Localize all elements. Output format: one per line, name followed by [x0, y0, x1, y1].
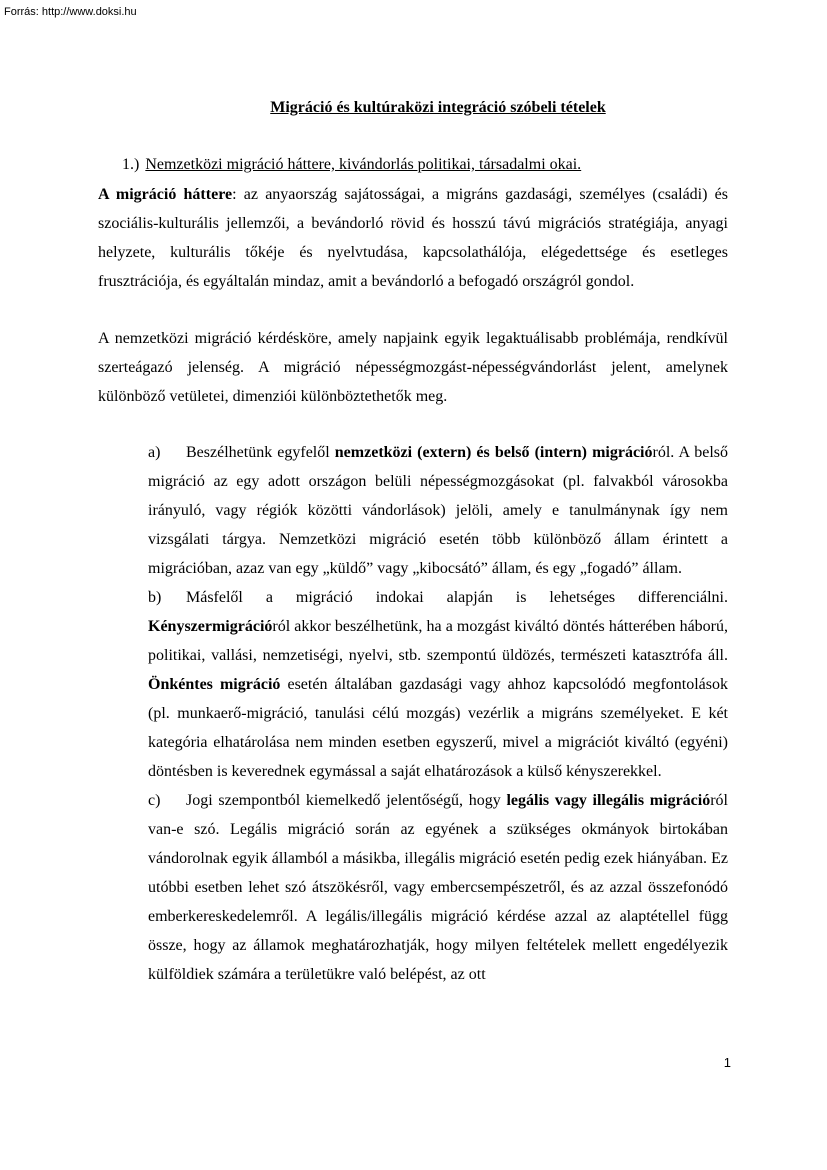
list-item-c: c) Jogi szempontból kiemelkedő jelentőségű, hogy legális vagy illegális migrációról van-e szó. Legális migráció során az egyének a szükséges okmányok birtokában vándorolnak egyik államból a másikba, illegális migráció esetén pedig ezek hiányában. Ez utóbbi esetben lehet szó átszökésről, vagy embercsempészetről, és az azzal összefonódó emberkereskedelemről. A legális/illegális migráció kérdése azzal az alaptétellel függ össze, hogy az államok meghatározhatják, hogy milyen feltételek mellett engedélyezik külföldiek számára a területükre való belépést, az ott: [148, 786, 728, 989]
list-item-b: b) Másfelől a migráció indokai alapján is lehetséges differenciálni. Kényszermigrációról akkor beszélhetünk, ha a mozgást kiváltó döntés hátterében háború, politikai, vallási, nemzetiségi, nyelvi, stb. szempontú üldözés, természeti katasztrófa áll. Önkéntes migráció esetén általában gazdasági vagy ahhoz kapcsolódó megfontolások (pl. munkaerő-migráció, tanulási célú mozgás) vezérlik a migráns személyeket. E két kategória elhatárolása nem minden esetben egyszerű, mivel a migrációt kiváltó (egyéni) döntésben is keverednek egymással a saját elhatározások a külső kényszerekkel.: [148, 583, 728, 786]
section-heading: [122, 156, 581, 174]
migration-types-list: [148, 438, 728, 989]
paragraph-international-migration: A nemzetközi migráció kérdésköre, amely napjaink egyik legaktuálisabb problémája, rendkívül szerteágazó jelenség. A migráció népességmozgást-népességvándorlást jelent, amelynek különböző vetületei, dimenziói különböztethetők meg.: [98, 330, 728, 405]
source-label: Forrás: http://www.doksi.hu: [4, 6, 137, 18]
paragraph-migration-background: [98, 180, 728, 296]
paragraph-text: : az anyaország sajátosságai, a migráns gazdasági, személyes (családi) és szociális-kulturális jellemzői, a bevándorló rövid és hosszú távú migrációs stratégiája, anyagi helyzete, kulturális tőkéje és nyelvtudása, kapcsolathálója, elégedettsége és esetleges frusztrációja, és egyáltalán mindaz, amit a bevándorló a befogadó országról gondol.: [98, 186, 728, 290]
section-number: 1.): [122, 156, 140, 173]
page-number: 1: [723, 1055, 731, 1070]
document-title: Migráció és kultúraközi integráció szóbeli tételek: [270, 99, 606, 116]
list-label: c): [148, 792, 161, 809]
list-label: a): [148, 444, 161, 461]
section-heading-text: Nemzetközi migráció háttere, kivándorlás politikai, társadalmi okai.: [145, 156, 582, 173]
list-label: b): [148, 589, 162, 606]
bold-lead: A migráció háttere: [98, 186, 233, 203]
list-item-a: a) Beszélhetünk egyfelől nemzetközi (extern) és belső (intern) migrációról. A belső migráció az egy adott országon belüli népességmozgásokat (pl. falvakból városokba irányuló, vagy régiók közötti vándorlások) jelöli, amely e tanulmánynak így nem vizsgálati tárgya. Nemzetközi migráció esetén több különböző állam érintett a migrációban, azaz van egy „küldő” vagy „kibocsátó” állam, és egy „fogadó” állam.: [148, 438, 728, 583]
